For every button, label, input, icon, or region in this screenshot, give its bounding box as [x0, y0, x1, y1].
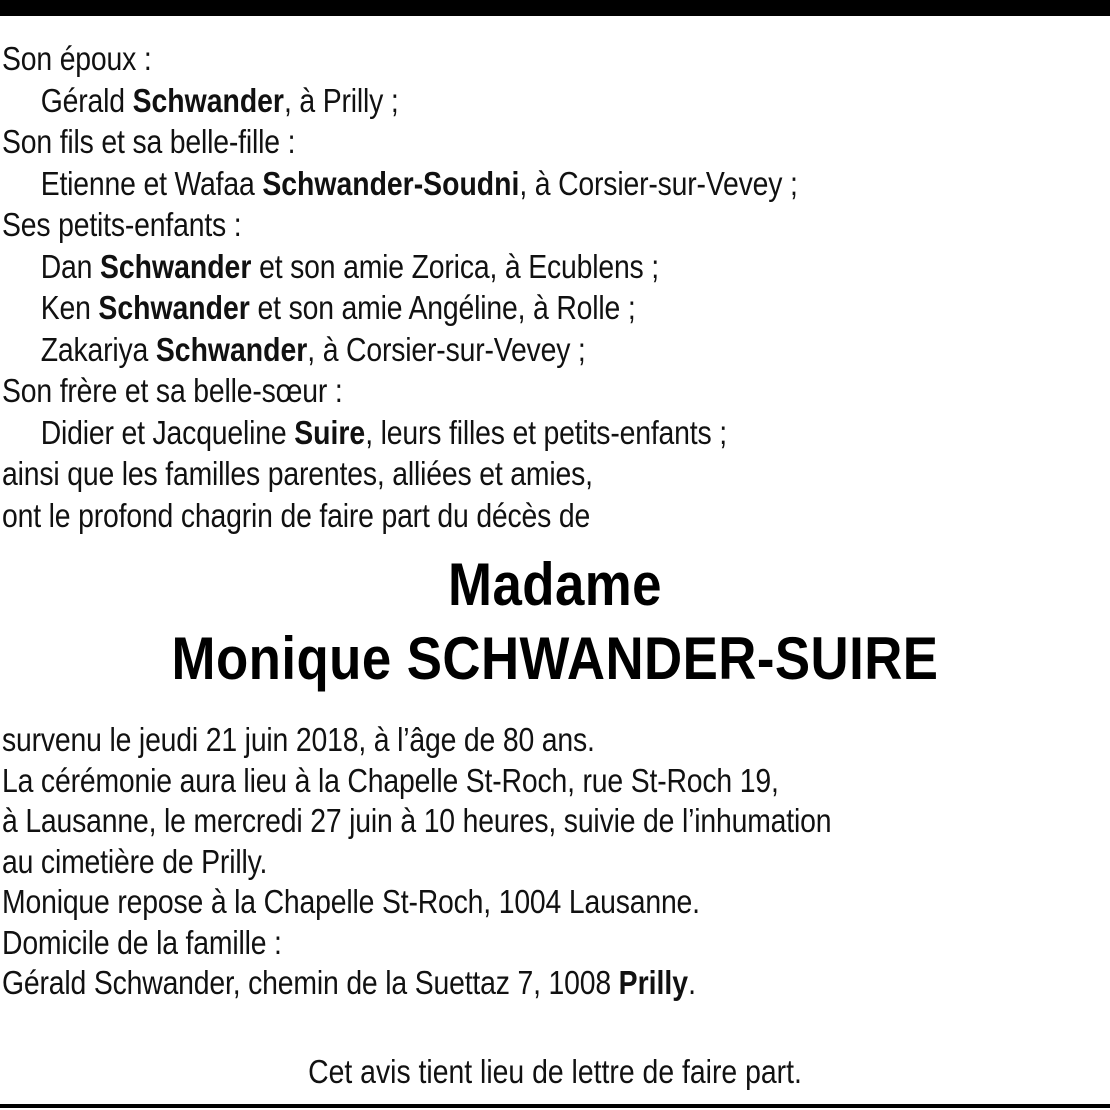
son-place: , à Corsier-sur-Vevey ;: [519, 164, 798, 202]
brother-details: , leurs filles et petits-enfants ;: [365, 413, 727, 451]
grandchild-entry: [2, 287, 948, 329]
brother-entry: [2, 412, 948, 454]
ceremony-line: au cimetière de Prilly.: [2, 842, 268, 880]
ceremony-details: [2, 720, 1102, 1004]
date-line: survenu le jeudi 21 juin 2018, à l’âge de 80 ans.: [2, 721, 595, 758]
grandchild-first-name: Dan: [40, 247, 93, 285]
domicile-town: Prilly: [618, 964, 689, 1001]
grandchild-first-name: Zakariya: [40, 330, 149, 368]
family-list: [2, 38, 1102, 536]
grandchild-details: et son amie Zorica, à Ecublens ;: [251, 247, 659, 285]
grandchild-surname: Schwander: [155, 330, 308, 368]
spouse-entry: [2, 80, 948, 122]
spouse-first-name: Gérald: [40, 81, 125, 119]
domicile-street: Gérald Schwander, chemin de la Suettaz 7, 1008: [2, 964, 619, 1001]
ceremony-line: à Lausanne, le mercredi 27 juin à 10 heures, suivie de l’inhumation: [2, 802, 832, 839]
grandchild-surname: Schwander: [98, 289, 250, 326]
deceased-title-block: [0, 548, 1110, 696]
son-first-names: Etienne et Wafaa: [40, 164, 255, 202]
spouse-place: , à Prilly ;: [283, 81, 399, 119]
deceased-name: Monique SCHWANDER-SUIRE: [171, 625, 939, 692]
brother-heading: Son frère et sa belle-sœur :: [2, 372, 343, 409]
closing-note: Cet avis tient lieu de lettre de faire part.: [308, 1053, 802, 1090]
grandchild-surname: Schwander: [99, 247, 252, 285]
domicile-end: .: [688, 964, 696, 1001]
others-line: ainsi que les familles parentes, alliées et amies,: [2, 455, 593, 492]
grandchildren-heading: Ses petits-enfants :: [2, 206, 242, 243]
son-heading: Son fils et sa belle-fille :: [2, 123, 296, 160]
spouse-surname: Schwander: [132, 81, 284, 119]
deceased-honorific: Madame: [448, 551, 662, 618]
grandchild-details: , à Corsier-sur-Vevey ;: [307, 330, 586, 368]
brother-first-names: Didier et Jacqueline: [40, 413, 287, 451]
brother-surname: Suire: [294, 413, 366, 451]
grandchild-details: et son amie Angéline, à Rolle ;: [249, 289, 636, 326]
son-entry: [2, 163, 948, 205]
announce-line: ont le profond chagrin de faire part du décès de: [2, 496, 591, 534]
bottom-rule: [0, 1104, 1110, 1108]
son-surname: Schwander-Soudni: [262, 164, 520, 202]
spouse-heading: Son époux :: [2, 40, 152, 77]
grandchild-first-name: Ken: [40, 289, 91, 326]
domicile-heading: Domicile de la famille :: [2, 923, 282, 961]
grandchild-entry: [2, 246, 948, 288]
repose-line: Monique repose à la Chapelle St-Roch, 1004 Lausanne.: [2, 883, 700, 920]
grandchild-entry: [2, 329, 948, 371]
domicile-address: [2, 963, 948, 1004]
top-rule: [0, 0, 1110, 16]
ceremony-line: La cérémonie aura lieu à la Chapelle St-Roch, rue St-Roch 19,: [2, 761, 779, 799]
